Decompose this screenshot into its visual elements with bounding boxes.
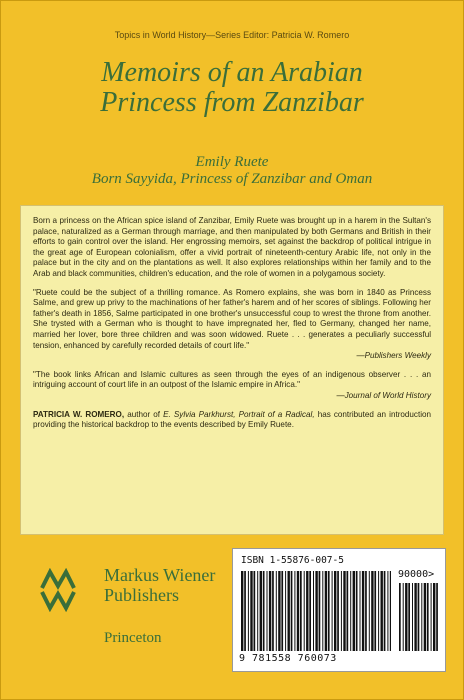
barcode-bar <box>356 571 358 651</box>
barcode-bar <box>269 571 271 651</box>
barcode-bar <box>281 571 283 651</box>
barcode-bar <box>384 571 386 651</box>
editor-note <box>33 410 431 431</box>
barcode-bar <box>341 571 342 651</box>
publisher-line-1: Markus Wiener <box>104 565 216 585</box>
author-subtitle: Born Sayyida, Princess of Zanzibar and Oman <box>91 171 373 187</box>
barcode-bar <box>353 571 355 651</box>
barcode-bar <box>362 571 364 651</box>
review-text: "Ruete could be the subject of a thrilling romance. As Romero explains, she was born in 1840 as Princess Salme, and grew up privy to the machinations of her father's harem and of her scores of siblings. Following her father's death in 1856, Salme participated in one brother's unsuccessful coup to wrest the throne from another. She trysted with a German who is thought to have impregnated her, fled to Germany, changed her name, married her lover, bore three children and was soon widowed. Ruete . . . generates a peculiarly successful tension, enhanced by carefully recorded details of court life." <box>33 287 431 350</box>
barcode-bar <box>278 571 280 651</box>
barcode-bar <box>408 583 410 651</box>
author-block <box>0 154 464 188</box>
barcode-bar <box>304 571 305 651</box>
barcode-bar <box>332 571 333 651</box>
barcode-bar <box>365 571 367 651</box>
barcode-box <box>232 548 446 672</box>
barcode-bar <box>421 583 422 651</box>
barcode-bar <box>328 571 330 651</box>
author-name: Emily Ruete <box>195 154 269 170</box>
barcode-bar <box>241 571 243 651</box>
barcode-bar <box>347 571 349 651</box>
barcode-bar <box>248 571 249 651</box>
barcode-bar <box>254 571 256 651</box>
publisher-city: Princeton <box>104 630 162 646</box>
barcode-bar <box>260 571 262 651</box>
barcode-bar <box>403 583 404 651</box>
barcode-bar <box>263 571 265 651</box>
publisher-line-2: Publishers <box>104 585 180 605</box>
addon-barcode <box>399 583 439 651</box>
barcode-bar <box>300 571 302 651</box>
mw-logo-icon <box>38 568 98 612</box>
barcode-bar <box>291 571 293 651</box>
barcode-bar <box>294 571 295 651</box>
barcode-bar <box>414 583 416 651</box>
ean-digits: 9 781558 760073 <box>239 653 337 664</box>
barcode-bar <box>343 571 345 651</box>
barcode-bar <box>360 571 361 651</box>
barcode-bar <box>412 583 413 651</box>
barcode-bar <box>374 571 376 651</box>
editor-book-title: E. Sylvia Parkhurst, Portrait of a Radical, <box>163 409 315 419</box>
price-addon: 90000> <box>398 569 435 580</box>
barcode-bar <box>431 583 432 651</box>
barcode-bar <box>405 583 407 651</box>
barcode-bar <box>424 583 426 651</box>
barcode-bar <box>390 571 391 651</box>
book-title <box>0 58 464 118</box>
barcode-bar <box>427 583 429 651</box>
barcode-bar <box>325 571 327 651</box>
barcode-bar <box>313 571 314 651</box>
editor-pre: author of <box>124 409 164 419</box>
barcode-bar <box>315 571 317 651</box>
ean-barcode <box>241 571 391 651</box>
barcode-bar <box>297 571 299 651</box>
barcode-bar <box>371 571 373 651</box>
barcode-bar <box>257 571 258 651</box>
barcode-bar <box>418 583 420 651</box>
series-line: Topics in World History—Series Editor: Patricia W. Romero <box>114 30 350 40</box>
review-source: —Journal of World History <box>336 390 431 400</box>
barcode-bar <box>250 571 252 651</box>
review-text: "The book links African and Islamic cultures as seen through the eyes of an indigenous observer . . . an intriguing account of court life in an outpost of the Islamic empire in Africa." <box>33 369 431 390</box>
barcode-bar <box>436 583 438 651</box>
barcode-bar <box>387 571 388 651</box>
barcode-bar <box>369 571 370 651</box>
barcode-bar <box>306 571 308 651</box>
editor-post: has contributed an introduction providing the historical backdrop to the events described by Emily Ruete. <box>33 409 432 430</box>
isbn-label: ISBN 1-55876-007-5 <box>241 555 344 566</box>
description-paragraph: Born a princess on the African spice island of Zanzibar, Emily Ruete was brought up in a harem in the Sultan's palace, naturalized as a German through marriage, and then manipulated by both Germans and British in their efforts to gain control over the island. Her engrossing memoirs, set against the backdrop of political intrigue in the great age of European colonialism, offer a vivid portrait of nineteenth-century Arabic life, not only in the palace but in the city and on the plantations as well. It also explores relationships within her family and to the Arab and black communities, children's education, and the role of women in a polygamous society. <box>33 216 431 278</box>
barcode-bar <box>309 571 311 651</box>
barcode-bar <box>334 571 336 651</box>
barcode-bar <box>322 571 323 651</box>
barcode-bar <box>433 583 435 651</box>
barcode-bar <box>337 571 339 651</box>
editor-name: PATRICIA W. ROMERO, <box>33 409 125 419</box>
barcode-bar <box>350 571 351 651</box>
barcode-bar <box>319 571 321 651</box>
review-source: —Publishers Weekly <box>356 351 431 361</box>
barcode-bar <box>288 571 290 651</box>
publisher-name <box>104 565 215 605</box>
title-line-2: Princess from Zanzibar <box>100 87 364 118</box>
barcode-bar <box>276 571 277 651</box>
barcode-bar <box>285 571 286 651</box>
review-journal <box>33 370 431 391</box>
title-line-1: Memoirs of an Arabian <box>101 57 363 88</box>
barcode-bar <box>399 583 401 651</box>
barcode-bar <box>381 571 383 651</box>
blurb-panel <box>20 205 444 535</box>
barcode-bar <box>378 571 379 651</box>
review-publishers-weekly <box>33 288 431 352</box>
barcode-bar <box>244 571 246 651</box>
barcode-bar <box>272 571 274 651</box>
barcode-bar <box>267 571 268 651</box>
